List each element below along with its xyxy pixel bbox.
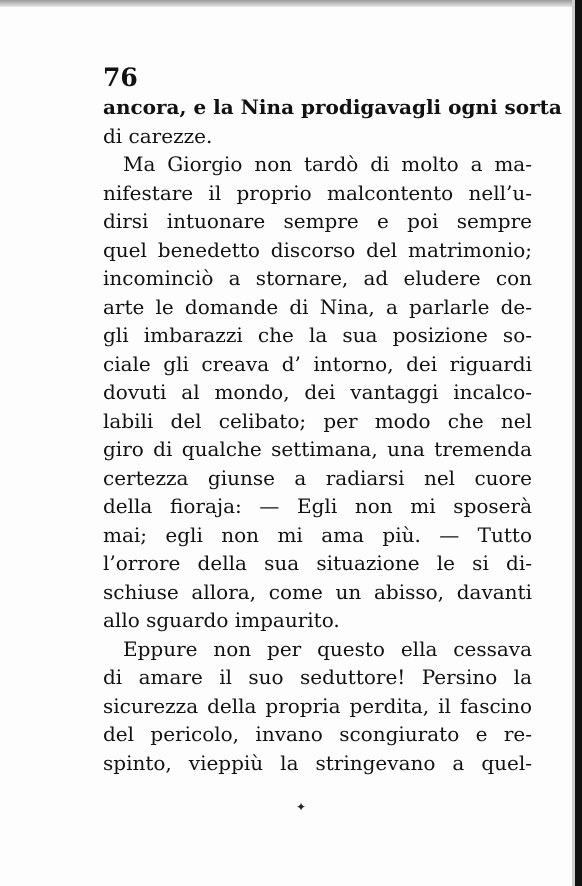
text-line: Eppure non per questo ella cessava [123,636,532,661]
page-ornament: ✦ [296,800,307,814]
text-line: l’orrore della sua situazione le si di- [103,551,532,575]
text-line: arte le domande di Nina, a parlarle de- [103,294,532,319]
text-line: dovuti al mondo, dei vantaggi incalco- [103,380,532,404]
text-line: labili del celibato; per modo che nel [103,408,532,433]
text-line: schiuse allora, come un abisso, davanti [103,579,532,604]
text-line: quel benedetto discorso del matrimonio; [103,237,532,262]
text-line: di amare il suo seduttore! Persino la [103,665,532,689]
text-line: del pericolo, invano scongiurato e re- [103,722,532,746]
text-line: giro di qualche settimana, una tremenda [103,437,532,461]
text-line: certezza giunse a radiarsi nel cuore [103,465,532,490]
text-line: della fioraja: — Egli non mi sposerà [103,494,532,518]
page-right-edge [575,0,582,886]
text-line: di carezze. [103,123,213,148]
text-line: dirsi intuonare sempre e poi sempre [103,209,532,233]
page-number: 76 [103,63,138,92]
text-line: nifestare il proprio malcontento nell’u- [103,180,532,205]
body-text [103,93,562,777]
text-line: spinto, vieppiù la stringevano a quel- [103,750,532,775]
text-line: ciale gli creava d’ intorno, dei riguardi [103,351,532,376]
text-line: ancora, e la Nina prodigavagli ogni sorta [103,95,562,119]
text-line: allo sguardo impaurito. [103,608,340,632]
text-line: incominciò a stornare, ad eludere con [103,266,532,290]
text-line: Ma Giorgio non tardò di molto a ma- [123,152,532,176]
text-line: sicurezza della propria perdita, il fascino [103,693,532,718]
page-top-edge [0,0,575,7]
text-line: mai; egli non mi ama più. — Tutto [103,522,532,547]
text-line: gli imbarazzi che la sua posizione so- [103,323,532,347]
